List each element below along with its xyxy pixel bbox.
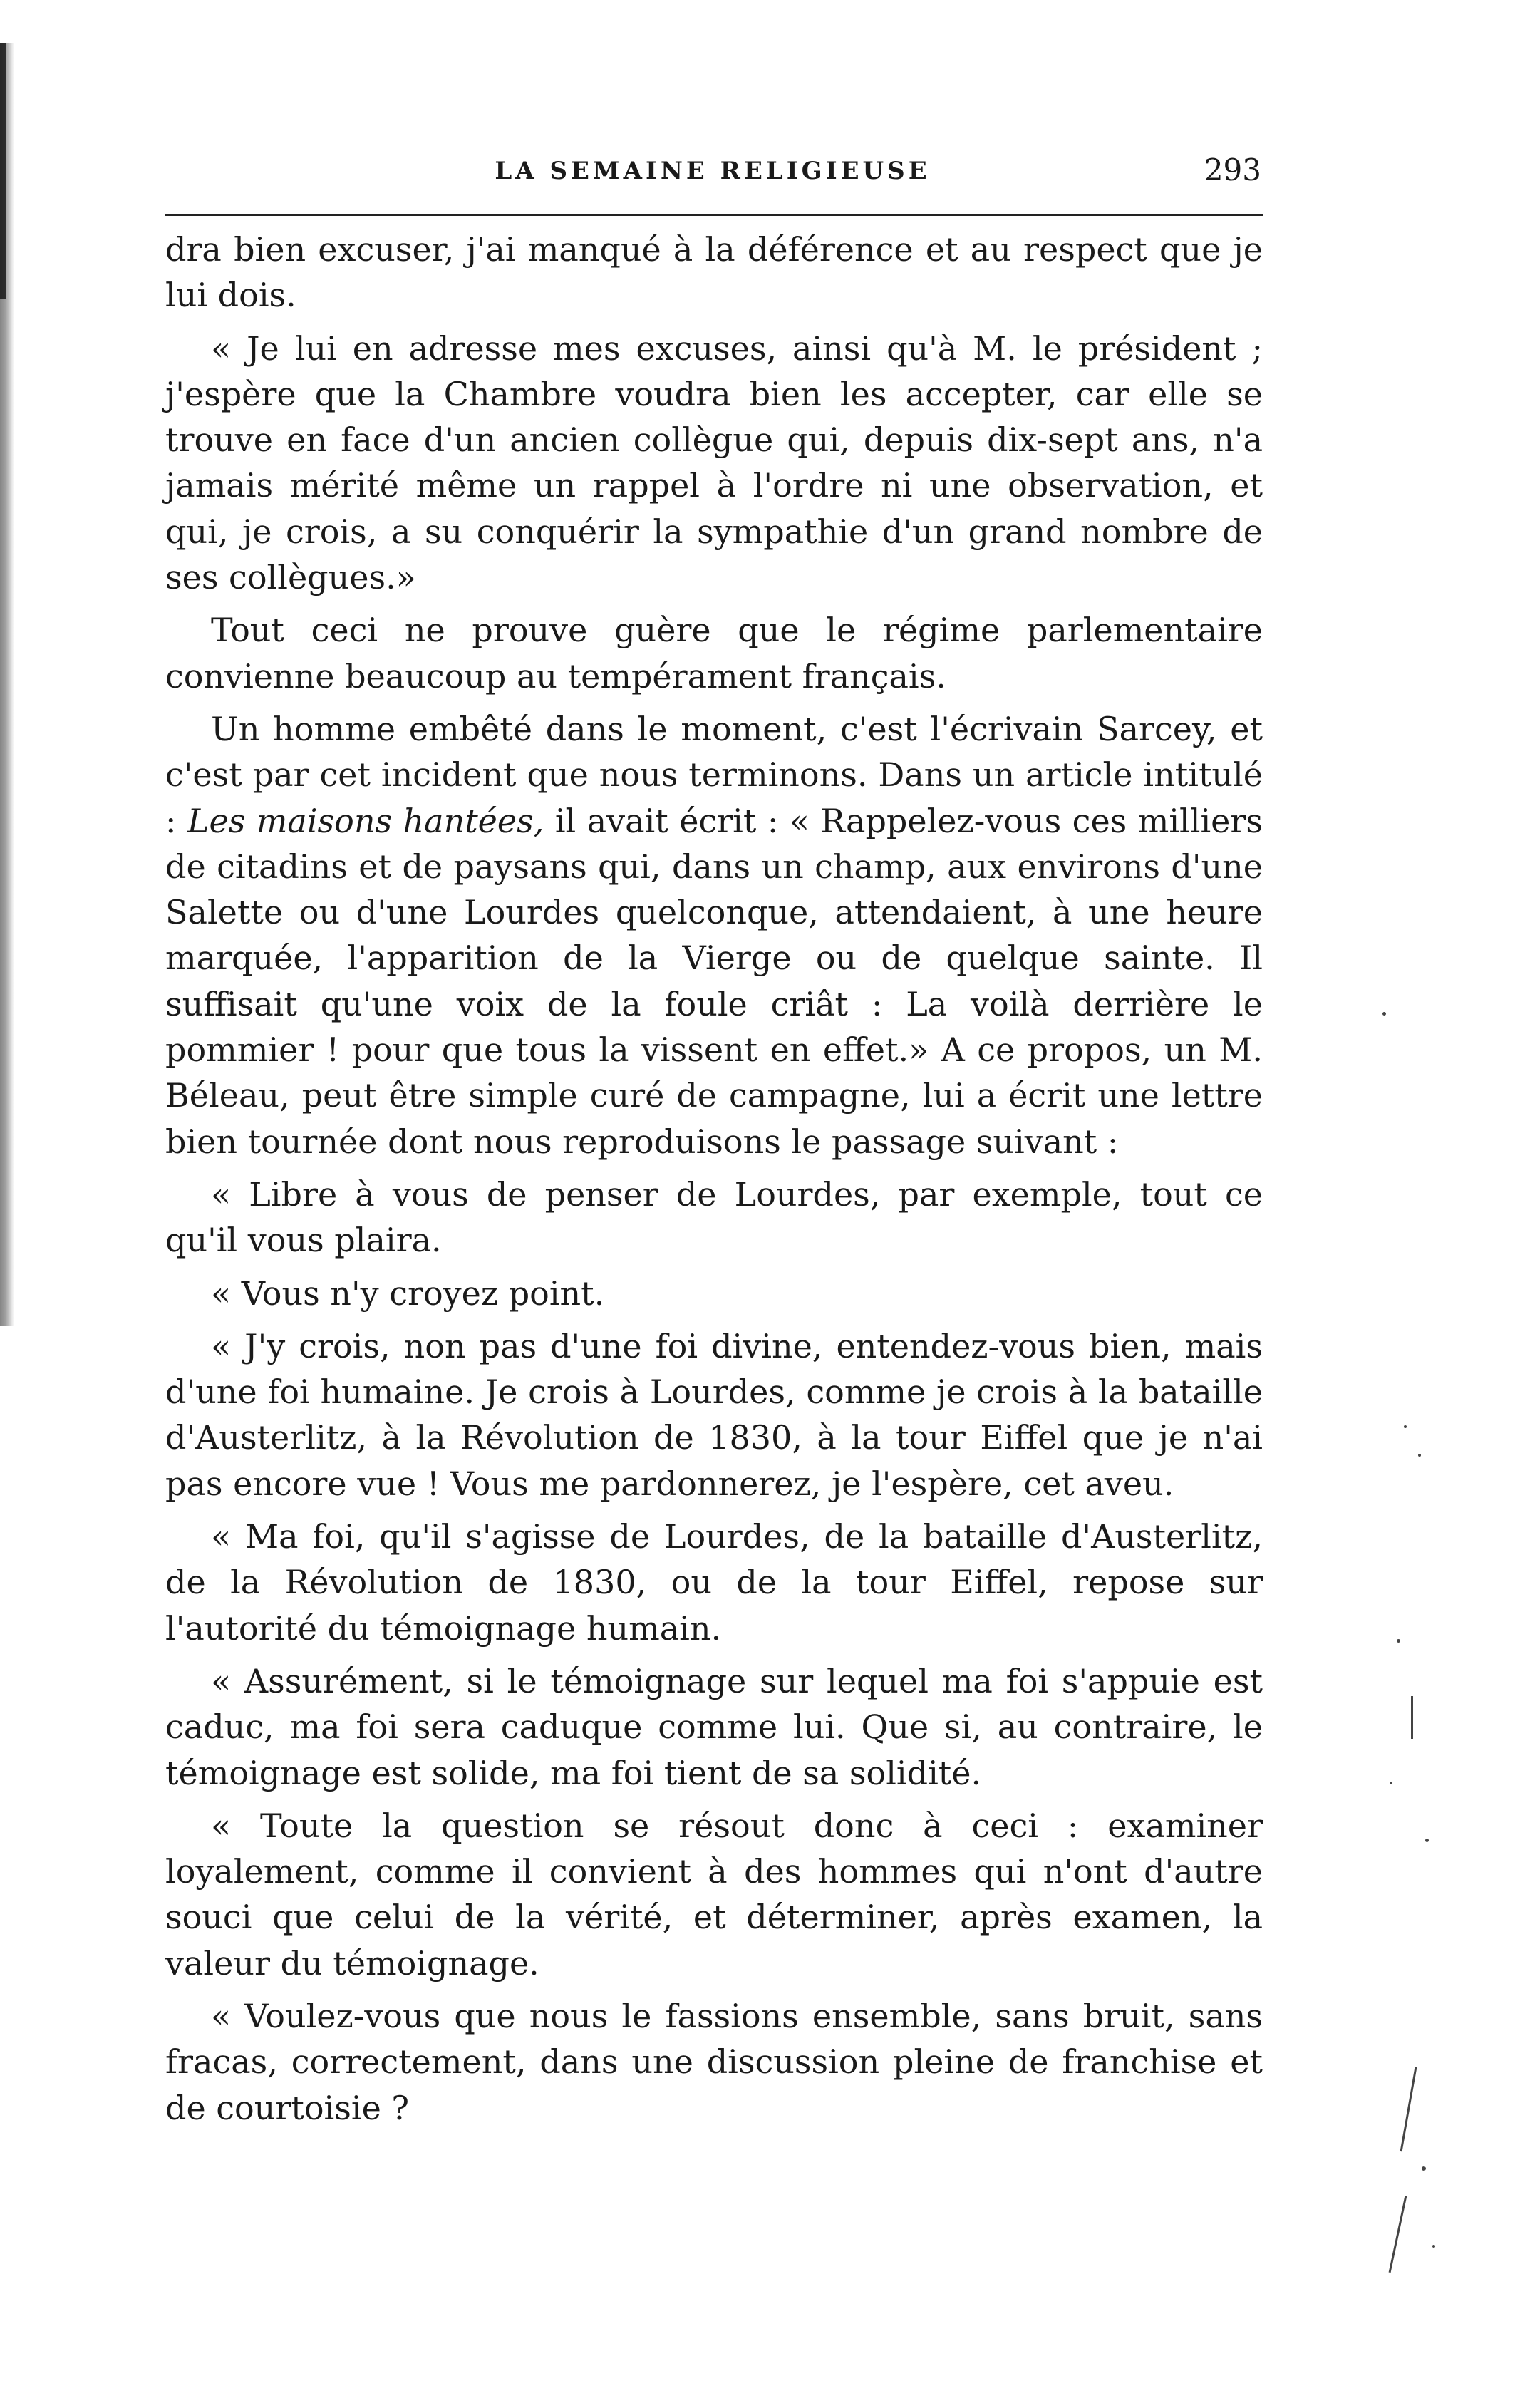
header-rule (165, 214, 1263, 216)
margin-print-specks (1375, 998, 1461, 2352)
page-edge-dark-strip (0, 43, 6, 299)
paragraph-10: « Toute la question se résout donc à ceci : examiner loyalement, comme il convient à des hommes qui n'ont d'autre souci que celui de la vérité, et déterminer, après examen, la valeur du témoignage. (165, 1806, 1263, 1983)
speck (1397, 1639, 1400, 1643)
speck (1404, 1425, 1407, 1428)
paragraph-1: dra bien excuser, j'ai manqué à la déférence et au respect que je lui dois. (165, 230, 1263, 315)
page-number: 293 (1204, 153, 1261, 187)
paragraph-9: « Assurément, si le témoignage sur lequel ma foi s'appuie est caduc, ma foi sera caduque comme lui. Que si, au contraire, le témoignage est solide, ma foi tient de sa solidité. (165, 1661, 1263, 1792)
speck (1432, 2245, 1435, 2248)
article-title-italic: Les maisons hantées, (187, 801, 544, 840)
speck (1422, 2166, 1426, 2171)
speck (1400, 2067, 1417, 2152)
paragraph-2: « Je lui en adresse mes excuses, ainsi qu'à M. le président ; j'espère que la Chambre voudra bien les accepter, car elle se trouve en face d'un ancien collègue qui, depuis dix-sept ans, n'a jamais mérité même un rappel à l'ordre ni une observation, et qui, je crois, a su conquérir la sympathie d'un grand nombre de ses collègues.» (165, 329, 1263, 597)
paragraph-7: « J'y crois, non pas d'une foi divine, entendez-vous bien, mais d'une foi humaine. Je crois à Lourdes, comme je crois à la bataille d'Austerlitz, à la Révolution de 1830, à la tour Eiffel que je n'ai pas encore vue ! Vous me pardonnerez, je l'espère, cet aveu. (165, 1326, 1263, 1503)
page-text (165, 227, 1263, 2131)
speck (1389, 2196, 1407, 2273)
speck (1425, 1839, 1429, 1842)
paragraph-5: « Libre à vous de penser de Lourdes, par exemple, tout ce qu'il vous plaira. (165, 1174, 1263, 1260)
speck (1418, 1454, 1421, 1457)
paragraph-11: « Voulez-vous que nous le fassions ensemble, sans bruit, sans fracas, correctement, dans une discussion pleine de franchise et de courtoisie ? (165, 1996, 1263, 2127)
paragraph-4 (165, 706, 1263, 1164)
paragraph-4-part-2: il avait écrit : « Rappelez-vous ces milliers de citadins et de paysans qui, dans un champ, aux environs d'une Salette ou d'une Lourdes quelconque, attendaient, à une heure marquée, l'apparition de la Vierge ou de quelque sainte. Il suffisait qu'une voix de la foule criât : La voilà derrière le pommier ! pour que tous la vissent en effet.» A ce propos, un M. Béleau, peut être simple curé de campagne, lui a écrit une lettre bien tournée dont nous reproduisons le passage suivant : (165, 801, 1263, 1161)
running-header (164, 153, 1261, 200)
running-title: LA SEMAINE RELIGIEUSE (495, 157, 931, 185)
paragraph-6: « Vous n'y croyez point. (211, 1273, 605, 1313)
speck (1411, 1696, 1413, 1739)
paragraph-8: « Ma foi, qu'il s'agisse de Lourdes, de la bataille d'Austerlitz, de la Révolution de 1830, ou de la tour Eiffel, repose sur l'autorité du témoignage humain. (165, 1517, 1263, 1648)
paragraph-4-part-1: Un homme embêté dans le moment, c'est l'écrivain Sarcey, et c'est par cet incident que nous terminons. Dans un article intitulé : (165, 709, 1263, 840)
paragraph-3: Tout ceci ne prouve guère que le régime parlementaire convienne beaucoup au tempérament français. (165, 611, 1263, 696)
speck (1382, 1012, 1386, 1016)
speck (1390, 1782, 1392, 1784)
